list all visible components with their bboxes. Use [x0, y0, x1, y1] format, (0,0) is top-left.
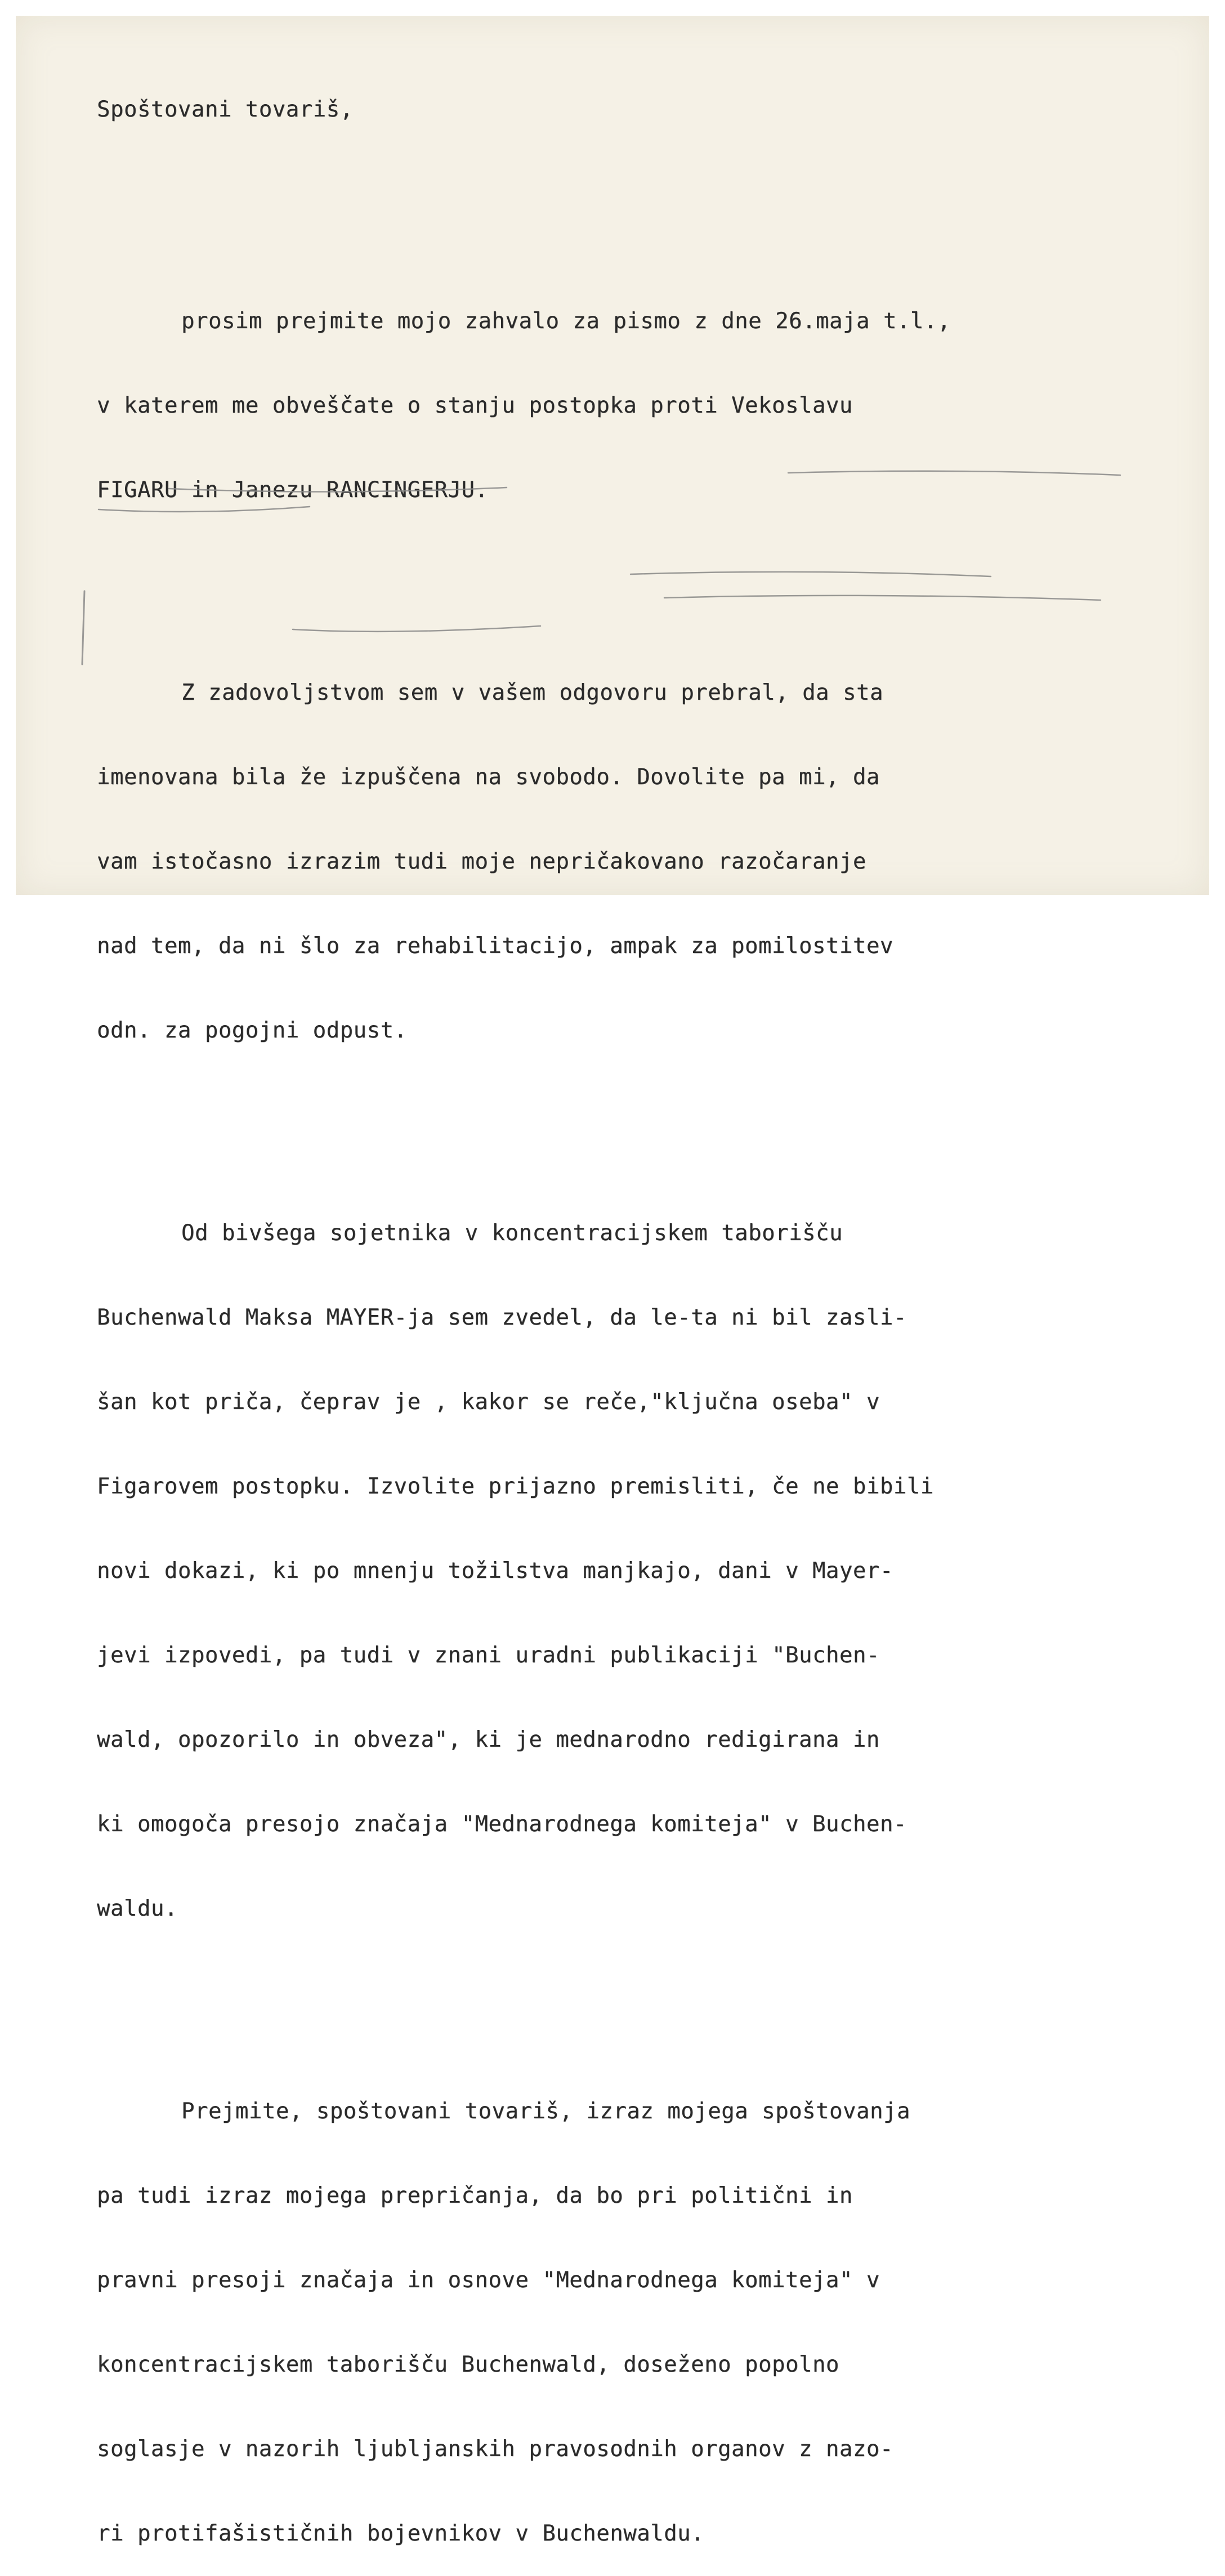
salutation: Spoštovani tovariš, [97, 97, 354, 122]
paragraph-4-line: Prejmite, spoštovani tovariš, izraz mojega spoštovanja [181, 2099, 910, 2124]
paragraph-1-line: FIGARU in Janezu RANCINGERJU. [97, 477, 489, 503]
paragraph-2-line: vam istočasno izrazim tudi moje nepričakovano razočaranje [97, 849, 866, 874]
paragraph-3-line: jevi izpovedi, pa tudi v znani uradni publikaciji "Buchen- [97, 1643, 880, 1668]
paragraph-2-line: Z zadovoljstvom sem v vašem odgovoru prebral, da sta [181, 680, 883, 705]
paragraph-2-line: nad tem, da ni šlo za rehabilitacijo, ampak za pomilostitev [97, 933, 893, 959]
paragraph-4-line: ri protifašističnih bojevnikov v Buchenwaldu. [97, 2521, 705, 2546]
paragraph-2-line: imenovana bila že izpuščena na svobodo. Dovolite pa mi, da [97, 764, 880, 790]
spacer [97, 1101, 1166, 1135]
spacer [97, 180, 1166, 223]
spacer [97, 561, 1166, 594]
paragraph-4-line: pa tudi izraz mojega prepričanja, da bo pri politični in [97, 2183, 853, 2208]
paragraph-3-line: ki omogoča presojo značaja "Mednarodnega komiteja" v Buchen- [97, 1812, 907, 1837]
paragraph-3-line: Figarovem postopku. Izvolite prijazno premisliti, če ne bibili [97, 1474, 934, 1499]
paragraph-4-line: koncentracijskem taborišču Buchenwald, doseženo popolno [97, 2352, 839, 2377]
paragraph-3-line: novi dokazi, ki po mnenju tožilstva manjkajo, dani v Mayer- [97, 1558, 893, 1584]
paragraph-3-line: Buchenwald Maksa MAYER-ja sem zvedel, da le-ta ni bil zasli- [97, 1305, 907, 1330]
typed-letter [97, 39, 1166, 2576]
paragraph-4-line: soglasje v nazorih ljubljanskih pravosodnih organov z nazo- [97, 2436, 893, 2462]
paragraph-3-line: Od bivšega sojetnika v koncentracijskem taborišču [181, 1220, 843, 1246]
spacer [97, 1979, 1166, 2013]
paragraph-4-line: pravni presoji značaja in osnove "Mednarodnega komiteja" v [97, 2268, 880, 2293]
paragraph-3-line: waldu. [97, 1896, 178, 1921]
paragraph-2-line: odn. za pogojni odpust. [97, 1018, 408, 1043]
paragraph-3-line: šan kot priča, čeprav je , kakor se reče,"ključna oseba" v [97, 1389, 880, 1415]
paragraph-3-line: wald, opozorilo in obveza", ki je mednarodno redigirana in [97, 1727, 880, 1752]
paragraph-1-line: v katerem me obveščate o stanju postopka proti Vekoslavu [97, 393, 853, 418]
paragraph-1-line: prosim prejmite mojo zahvalo za pismo z dne 26.maja t.l., [181, 308, 951, 334]
